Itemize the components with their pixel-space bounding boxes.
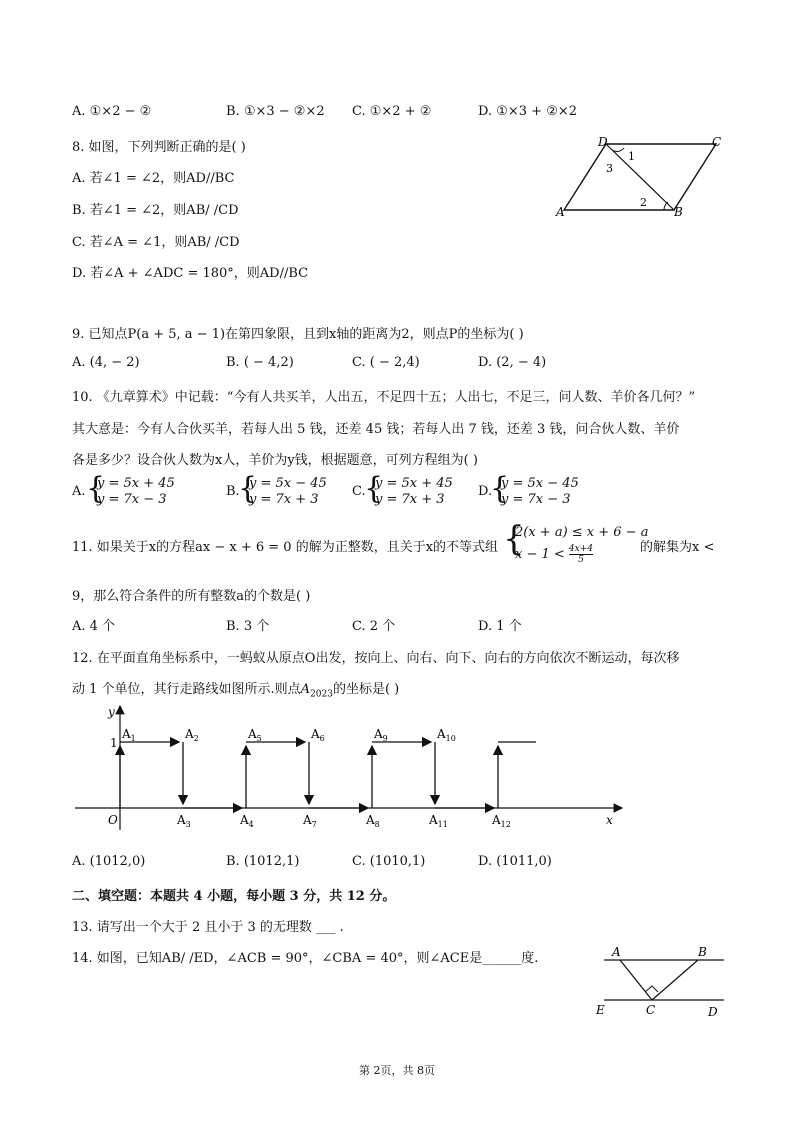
page-footer: 第 2页，共 8页 <box>359 1064 435 1077</box>
q11-stem: 11. 如果关于x的方程ax − x + 6 = 0 的解为正整数，且关于x的不等式组 <box>72 540 499 555</box>
q9-option-c: C. ( − 2,4) <box>352 355 420 370</box>
q7-option-c: C. ①×2 + ② <box>352 104 432 119</box>
q11-option-c: C. 2 个 <box>352 619 396 634</box>
q8-label-2: 2 <box>640 196 647 209</box>
q10-option-c-label: C. <box>352 484 366 499</box>
q12-point-label: $A_6$ <box>311 727 325 743</box>
q10-option-a-brace: { <box>86 471 106 506</box>
q8-label-C: C <box>712 135 722 149</box>
q12-label-O: O <box>108 813 118 827</box>
q12-option-b: B. (1012,1) <box>226 854 300 869</box>
q10-option-c-system: y = 5x + 45 y = 7x + 3 <box>375 476 453 507</box>
q11-option-b: B. 3 个 <box>226 619 270 634</box>
q8-option-a: A. 若∠1 = ∠2，则AD//BC <box>72 171 235 186</box>
q9-stem: 9. 已知点P(a + 5, a − 1)在第四象限，且到x轴的距离为2，则点P的坐标为( ) <box>72 327 524 342</box>
q12-point-labels <box>121 727 511 829</box>
q9-option-a: A. (4, − 2) <box>72 355 140 370</box>
q12-line-2: 动 1 个单位，其行走路线如图所示.则点$A_{2023}$的坐标是( ) <box>72 682 400 700</box>
q12-ant-path-figure <box>70 700 630 840</box>
q11-inequality-system: 2(x + a) ≤ x + 6 − a x − 1 < $\frac{4x+4}{5}$ <box>515 525 649 565</box>
q12-point-label: $A_4$ <box>240 813 254 829</box>
q11-option-d: D. 1 个 <box>478 619 522 634</box>
q13-stem: 13. 请写出一个大于 2 且小于 3 的无理数 ___ . <box>72 920 344 935</box>
q14-label-E: E <box>596 1003 605 1017</box>
q8-stem: 8. 如图，下列判断正确的是( ) <box>72 140 246 155</box>
q12-point-label: $A_7$ <box>303 813 317 829</box>
q10-option-c-brace: { <box>364 471 384 506</box>
q10-option-b-system: y = 5x − 45 y = 7x + 3 <box>249 476 327 507</box>
q12-point-label: $A_8$ <box>366 813 380 829</box>
q11-line-2: 9，那么符合条件的所有整数a的个数是( ) <box>72 589 311 604</box>
q8-label-B: B <box>674 205 683 219</box>
q7-option-a: A. ①×2 − ② <box>72 104 152 119</box>
q10-option-b-brace: { <box>238 471 258 506</box>
q10-option-b-label: B. <box>226 484 240 499</box>
q8-option-c: C. 若∠A = ∠1，则AB/ /CD <box>72 235 240 250</box>
q12-point-label: $A_{10}$ <box>437 727 456 743</box>
q12-point-label: $A_{12}$ <box>492 813 511 829</box>
q8-label-A: A <box>556 205 565 219</box>
q12-label-y: y <box>108 705 115 719</box>
q12-label-1: 1 <box>110 736 118 750</box>
q11-brace: { <box>503 519 525 559</box>
q10-line-1: 10. 《九章算术》中记载：“今有人共买羊，人出五，不足四十五；人出七，不足三，问人数、羊价各几何？” <box>72 390 696 405</box>
q9-option-b: B. ( − 4,2) <box>226 355 294 370</box>
q10-line-3: 各是多少？设合伙人数为x人，羊价为y钱，根据题意，可列方程组为( ) <box>72 453 478 468</box>
q12-point-label: $A_1$ <box>122 727 136 743</box>
q8-label-1: 1 <box>628 150 635 163</box>
q10-option-d-label: D. <box>478 484 493 499</box>
q14-label-A: A <box>612 945 621 959</box>
q7-option-b: B. ①×3 − ②×2 <box>226 104 325 119</box>
q12-point-label: $A_3$ <box>177 813 191 829</box>
q8-option-d: D. 若∠A + ∠ADC = 180°，则AD//BC <box>72 266 309 281</box>
q12-point-label: $A_9$ <box>374 727 388 743</box>
q8-label-3: 3 <box>606 162 613 175</box>
q14-label-D: D <box>708 1005 718 1019</box>
q7-option-d: D. ①×3 + ②×2 <box>478 104 578 119</box>
section-2-heading: 二、填空题：本题共 4 小题，每小题 3 分，共 12 分。 <box>72 889 396 904</box>
q12-option-a: A. (1012,0) <box>72 854 146 869</box>
q12-option-c: C. (1010,1) <box>352 854 426 869</box>
q8-parallelogram-figure <box>552 132 732 222</box>
q12-line-1: 12. 在平面直角坐标系中，一蚂蚁从原点O出发，按向上、向右、向下、向右的方向依次不断运动，每次移 <box>72 651 680 666</box>
q11-tail: 的解集为x < <box>640 540 715 555</box>
q12-point-label: $A_5$ <box>248 727 262 743</box>
q9-option-d: D. (2, − 4) <box>478 355 547 370</box>
q11-option-a: A. 4 个 <box>72 619 116 634</box>
q12-point-label: $A_{11}$ <box>429 813 448 829</box>
q10-option-d-brace: { <box>490 471 510 506</box>
q12-label-x: x <box>606 813 613 827</box>
q12-path-segments <box>120 742 536 808</box>
q10-option-d-system: y = 5x − 45 y = 7x − 3 <box>501 476 579 507</box>
q8-option-b: B. 若∠1 = ∠2，则AB/ /CD <box>72 203 239 218</box>
q10-option-a-label: A. <box>72 484 86 499</box>
q14-label-B: B <box>698 945 707 959</box>
q8-label-D: D <box>598 135 608 149</box>
q10-option-a-system: y = 5x + 45 y = 7x − 3 <box>97 476 175 507</box>
q14-label-C: C <box>646 1003 656 1017</box>
q12-option-d: D. (1011,0) <box>478 854 552 869</box>
q10-line-2: 其大意是：今有人合伙买羊，若每人出 5 钱，还差 45 钱；若每人出 7 钱，还差 3 钱，问合伙人数、羊价 <box>72 422 680 437</box>
q14-stem: 14. 如图，已知AB/ /ED，∠ACB = 90°，∠CBA = 40°，则∠ACE是______度. <box>72 951 539 966</box>
q12-point-label: $A_2$ <box>185 727 199 743</box>
q14-figure <box>592 942 732 1022</box>
